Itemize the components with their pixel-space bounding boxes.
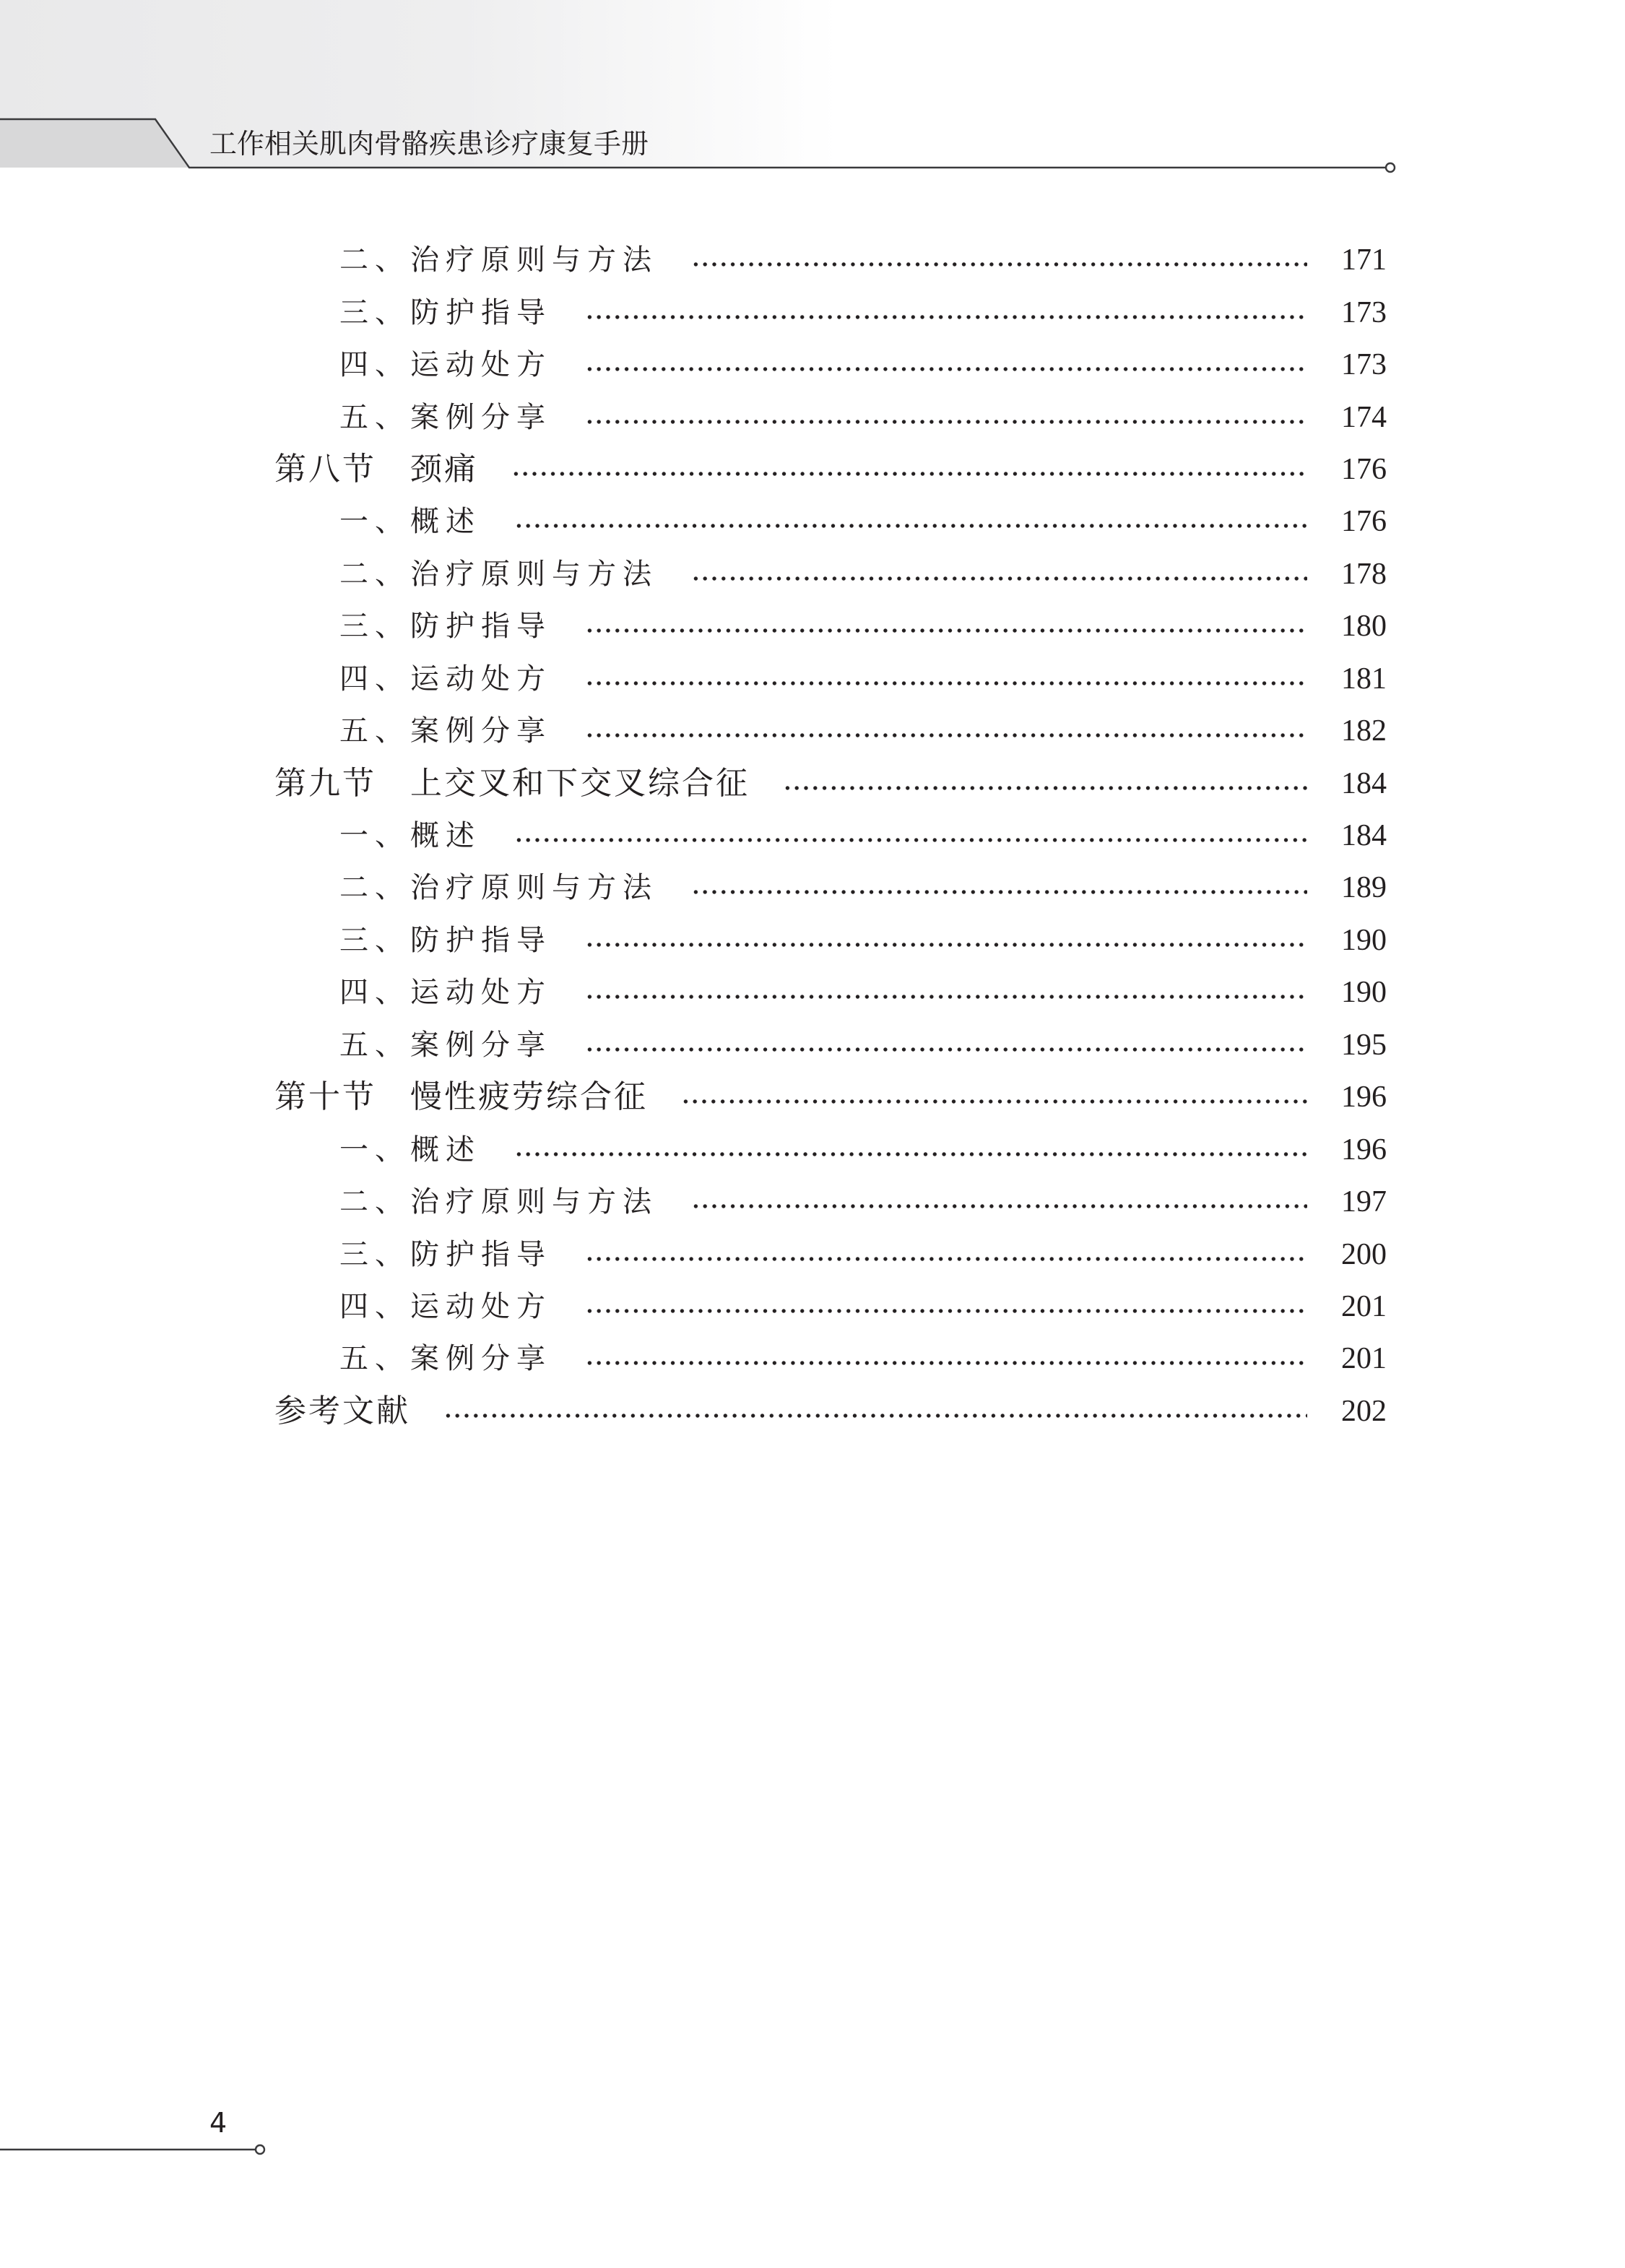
toc-entry-page: 176 [1341, 505, 1387, 539]
toc-entry-page: 195 [1341, 1028, 1387, 1062]
toc-entry-title: 三、防护指导 [339, 1237, 552, 1271]
toc-dot-leader [514, 838, 1307, 842]
toc-entry-page: 176 [1341, 452, 1387, 486]
toc-entry-page: 180 [1341, 610, 1387, 644]
toc-entry-title: 第九节 上交叉和下交叉综合征 [274, 764, 750, 802]
toc-section-entry [0, 757, 1625, 809]
toc-subsection-entry [0, 1333, 1625, 1385]
toc-entry-page: 197 [1341, 1185, 1387, 1219]
toc-dot-leader [514, 1152, 1307, 1156]
toc-dot-leader [585, 733, 1307, 737]
toc-entry-page: 174 [1341, 400, 1387, 434]
toc-entry-page: 173 [1341, 295, 1387, 329]
toc-dot-leader [585, 315, 1307, 319]
toc-section-entry [0, 1071, 1625, 1123]
toc-subsection-entry [0, 1228, 1625, 1280]
toc-dot-leader [691, 890, 1307, 894]
toc-entry-title: 一、概述 [339, 505, 481, 539]
toc-entry-title: 参考文献 [274, 1392, 410, 1429]
toc-entry-page: 178 [1341, 557, 1387, 591]
toc-subsection-entry [0, 966, 1625, 1018]
toc-subsection-entry [0, 1281, 1625, 1333]
running-header-title: 工作相关肌肉骨骼疾患诊疗康复手册 [209, 128, 649, 160]
toc-subsection-entry [0, 1019, 1625, 1071]
toc-entry-title: 五、案例分享 [339, 1342, 552, 1376]
toc-entry-title: 四、运动处方 [339, 976, 552, 1010]
toc-dot-leader [585, 1309, 1307, 1313]
toc-entry-page: 202 [1341, 1394, 1387, 1428]
toc-subsection-entry [0, 391, 1625, 443]
toc-entry-title: 四、运动处方 [339, 662, 552, 696]
toc-entry-page: 190 [1341, 923, 1387, 957]
toc-dot-leader [691, 262, 1307, 267]
toc-subsection-entry [0, 653, 1625, 705]
toc-entry-title: 一、概述 [339, 1133, 481, 1167]
toc-subsection-entry [0, 862, 1625, 914]
toc-entry-page: 201 [1341, 1289, 1387, 1323]
toc-dot-leader [585, 1047, 1307, 1052]
toc-subsection-entry [0, 1176, 1625, 1228]
toc-dot-leader [691, 576, 1307, 581]
toc-dot-leader [514, 524, 1307, 528]
toc-dot-leader [585, 628, 1307, 633]
footer-rule [0, 2138, 289, 2160]
toc-subsection-entry [0, 810, 1625, 862]
toc-dot-leader [585, 420, 1307, 424]
toc-entry-page: 201 [1341, 1342, 1387, 1376]
toc-entry-page: 190 [1341, 976, 1387, 1010]
toc-entry-page: 184 [1341, 766, 1387, 800]
toc-entry-title: 四、运动处方 [339, 348, 552, 382]
toc-dot-leader [783, 786, 1307, 790]
toc-entry-title: 第八节 颈痛 [274, 450, 478, 488]
toc-entry-title: 一、概述 [339, 819, 481, 853]
toc-entry-page: 171 [1341, 243, 1387, 277]
toc-subsection-entry [0, 495, 1625, 547]
toc-entry-page: 181 [1341, 662, 1387, 696]
toc-entry-page: 184 [1341, 819, 1387, 853]
toc-subsection-entry [0, 286, 1625, 338]
toc-entry-title: 第十节 慢性疲劳综合征 [274, 1078, 648, 1116]
toc-dot-leader [585, 943, 1307, 947]
toc-entry-title: 二、治疗原则与方法 [339, 557, 658, 591]
toc-subsection-entry [0, 339, 1625, 391]
toc-section-entry [0, 443, 1625, 495]
toc-entry-page: 196 [1341, 1133, 1387, 1167]
toc-entry-title: 五、案例分享 [339, 1028, 552, 1062]
toc-subsection-entry [0, 600, 1625, 652]
toc-subsection-entry [0, 234, 1625, 286]
toc-entry-page: 182 [1341, 714, 1387, 748]
toc-entry-page: 173 [1341, 348, 1387, 382]
toc-entry-page: 196 [1341, 1081, 1387, 1114]
toc-entry-title: 三、防护指导 [339, 923, 552, 957]
toc-dot-leader [691, 1204, 1307, 1208]
toc-entry-title: 四、运动处方 [339, 1289, 552, 1323]
toc-dot-leader [511, 472, 1307, 476]
toc-dot-leader [585, 681, 1307, 685]
toc-dot-leader [681, 1099, 1307, 1104]
toc-dot-leader [585, 1257, 1307, 1261]
toc-section-entry [0, 1385, 1625, 1437]
toc-dot-leader [585, 367, 1307, 371]
toc-entry-page: 200 [1341, 1237, 1387, 1271]
toc-dot-leader [585, 1361, 1307, 1365]
toc-subsection-entry [0, 914, 1625, 966]
toc-dot-leader [443, 1414, 1307, 1418]
toc-subsection-entry [0, 705, 1625, 757]
toc-dot-leader [585, 995, 1307, 999]
toc-entry-title: 三、防护指导 [339, 610, 552, 644]
toc-subsection-entry [0, 548, 1625, 600]
toc-entry-title: 二、治疗原则与方法 [339, 1185, 658, 1219]
toc-subsection-entry [0, 1123, 1625, 1175]
table-of-contents [0, 234, 1625, 1437]
toc-entry-title: 五、案例分享 [339, 400, 552, 434]
toc-entry-page: 189 [1341, 871, 1387, 905]
toc-entry-title: 二、治疗原则与方法 [339, 871, 658, 905]
page-number: 4 [209, 2107, 228, 2139]
toc-entry-title: 五、案例分享 [339, 714, 552, 748]
toc-entry-title: 二、治疗原则与方法 [339, 243, 658, 277]
toc-entry-title: 三、防护指导 [339, 295, 552, 329]
